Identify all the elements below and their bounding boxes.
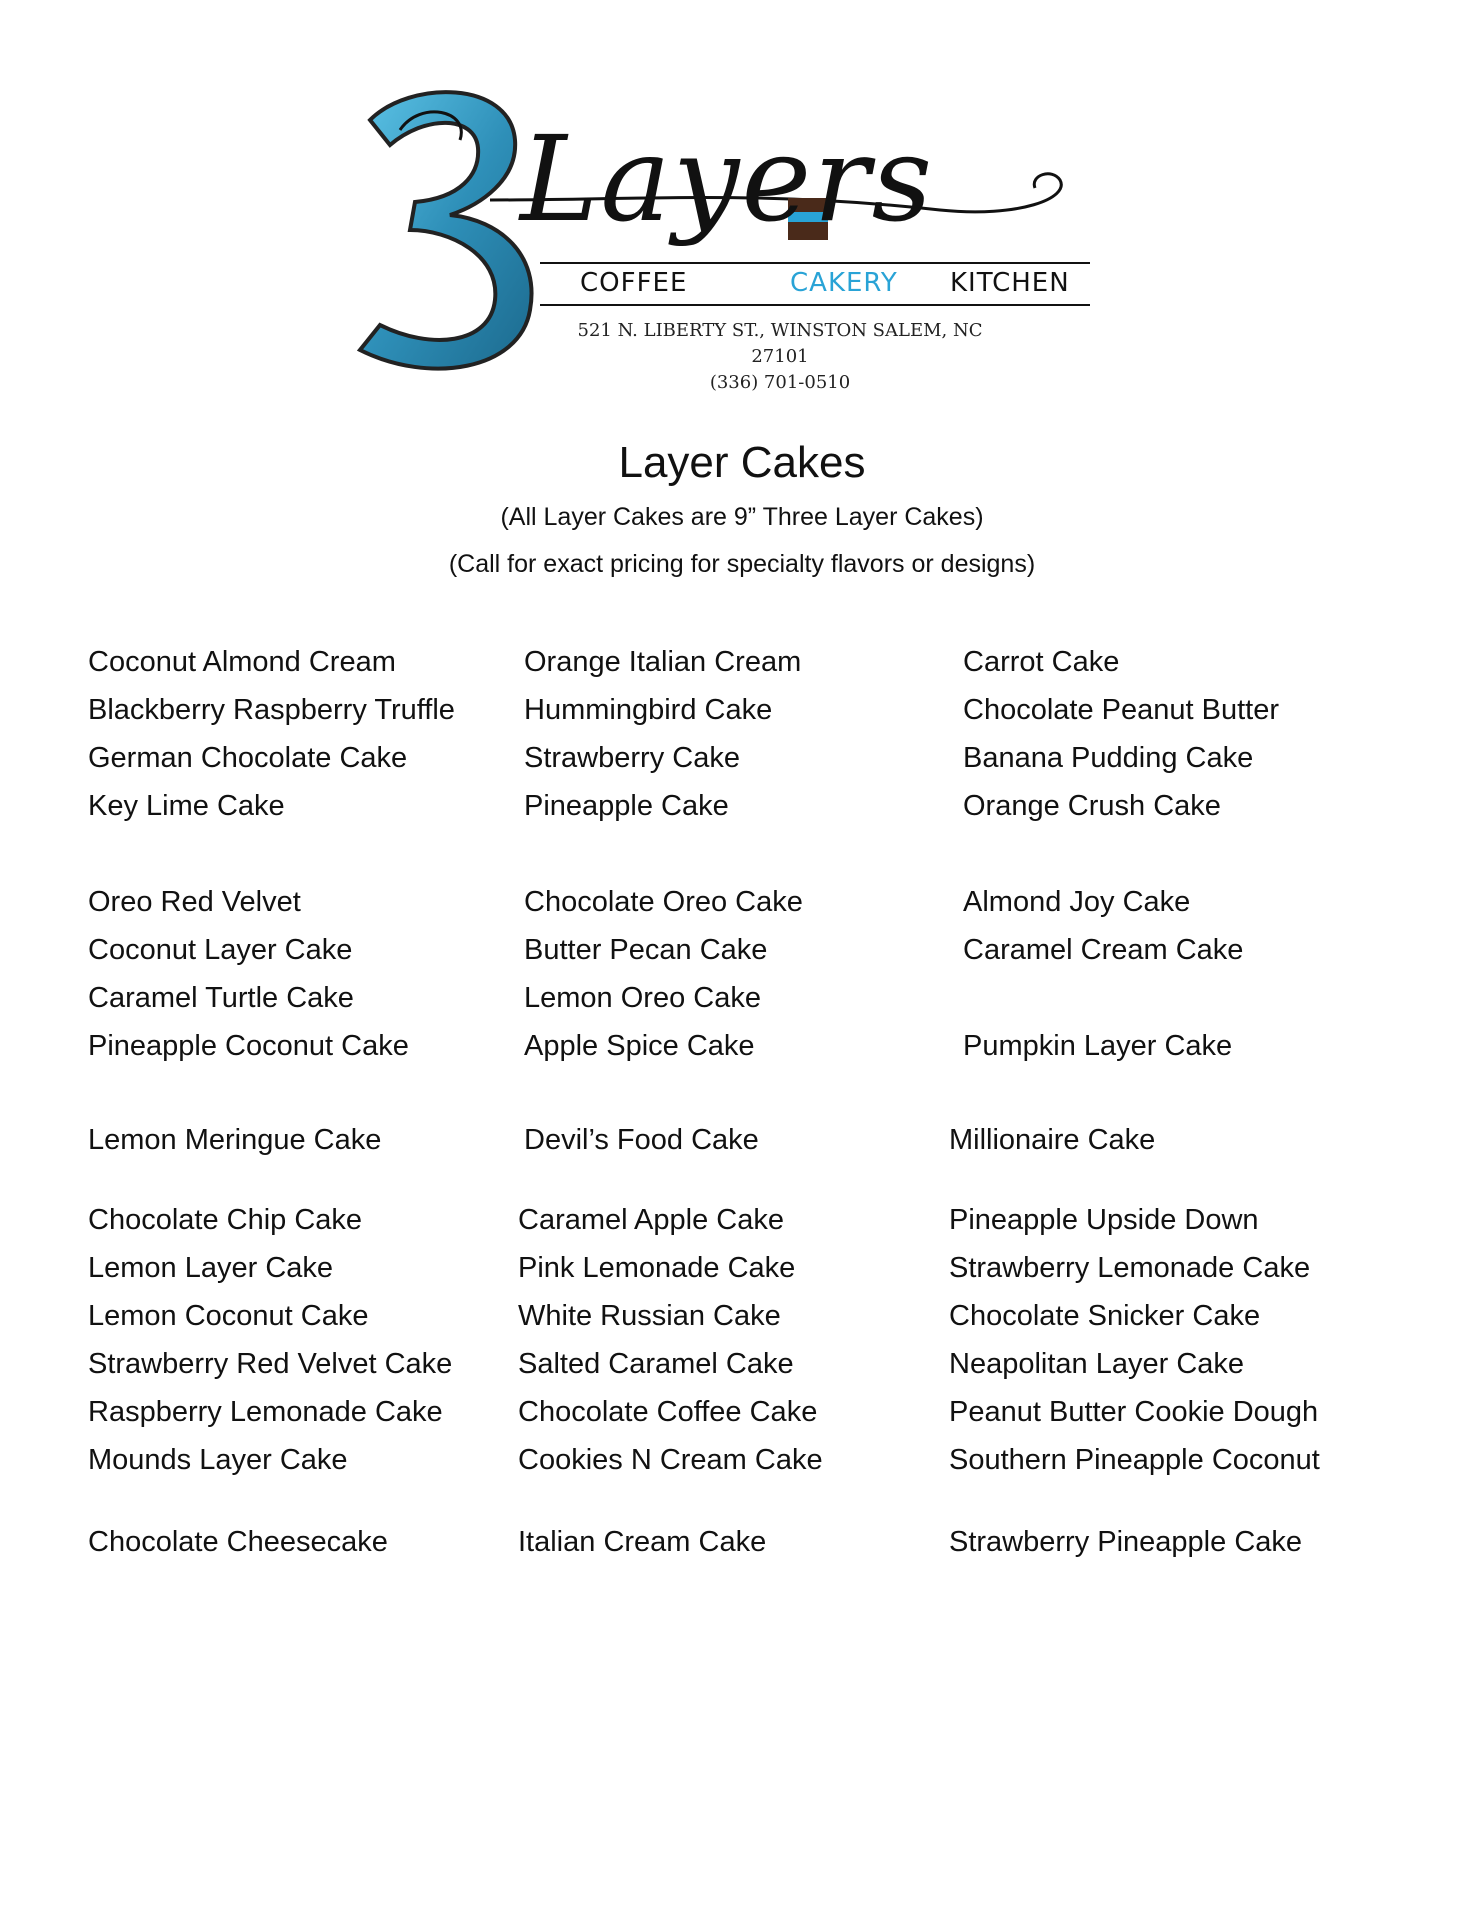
- group2-col1: [88, 878, 409, 1070]
- list-item: Caramel Turtle Cake: [88, 982, 354, 1014]
- list-item: German Chocolate Cake: [88, 742, 408, 774]
- list-item: Strawberry Red Velvet Cake: [88, 1348, 453, 1380]
- list-item: Pineapple Upside Down: [949, 1204, 1259, 1236]
- group5-col3: [949, 1518, 1302, 1566]
- list-item: Caramel Apple Cake: [518, 1204, 784, 1236]
- list-item: Neapolitan Layer Cake: [949, 1348, 1245, 1380]
- phone-line: (336) 701-0510: [709, 372, 851, 393]
- list-item: Blackberry Raspberry Truffle: [88, 694, 455, 726]
- list-item: Pumpkin Layer Cake: [963, 1030, 1233, 1062]
- list-item: Oreo Red Velvet: [88, 886, 301, 918]
- list-item: White Russian Cake: [518, 1300, 781, 1332]
- list-item: Strawberry Pineapple Cake: [949, 1526, 1303, 1558]
- group5-col1: [88, 1518, 388, 1566]
- list-item: Cookies N Cream Cake: [518, 1444, 823, 1476]
- pricing-note: (Call for exact pricing for specialty flavors or designs): [448, 550, 1036, 578]
- list-item: Pink Lemonade Cake: [518, 1252, 796, 1284]
- list-item: Chocolate Peanut Butter: [963, 694, 1279, 726]
- list-item: Peanut Butter Cookie Dough: [949, 1396, 1319, 1428]
- list-item: Italian Cream Cake: [518, 1526, 767, 1558]
- list-item: Chocolate Coffee Cake: [518, 1396, 818, 1428]
- list-item: Chocolate Oreo Cake: [524, 886, 803, 918]
- group1-col2: [524, 638, 801, 830]
- list-item: Orange Italian Cream: [524, 646, 802, 678]
- list-item: Banana Pudding Cake: [963, 742, 1254, 774]
- list-item: Chocolate Chip Cake: [88, 1204, 363, 1236]
- numeral-three-shape: [360, 92, 532, 368]
- list-item: Key Lime Cake: [88, 790, 285, 822]
- list-item: Coconut Almond Cream: [88, 646, 396, 678]
- list-item: Millionaire Cake: [949, 1124, 1156, 1156]
- list-item: Lemon Layer Cake: [88, 1252, 334, 1284]
- list-item: Lemon Coconut Cake: [88, 1300, 369, 1332]
- list-item: Hummingbird Cake: [524, 694, 773, 726]
- group4-col2: [518, 1196, 823, 1484]
- list-item: Mounds Layer Cake: [88, 1444, 348, 1476]
- logo: [340, 80, 1140, 393]
- group2-col2: [524, 878, 803, 1070]
- list-item: Lemon Meringue Cake: [88, 1124, 382, 1156]
- tagline-kitchen: KITCHEN: [950, 268, 1070, 298]
- list-item: Strawberry Cake: [524, 742, 740, 774]
- group1-col3: [963, 638, 1279, 830]
- list-item: Almond Joy Cake: [963, 886, 1191, 918]
- group4-col3: [949, 1196, 1320, 1484]
- list-item: Coconut Layer Cake: [88, 934, 353, 966]
- size-note: (All Layer Cakes are 9” Three Layer Cakes): [500, 503, 984, 531]
- list-item: Salted Caramel Cake: [518, 1348, 794, 1380]
- list-item: Devil’s Food Cake: [524, 1124, 759, 1156]
- list-item: Southern Pineapple Coconut: [949, 1444, 1320, 1476]
- list-item: Pineapple Cake: [524, 790, 729, 822]
- list-item: Strawberry Lemonade Cake: [949, 1252, 1311, 1284]
- group3-col3: [949, 1116, 1155, 1164]
- group3-col1: [88, 1116, 381, 1164]
- tagline-cakery: CAKERY: [790, 268, 898, 298]
- address-line: 521 N. LIBERTY ST., WINSTON SALEM, NC 27101: [577, 320, 983, 367]
- tagline-coffee: COFFEE: [580, 268, 688, 298]
- list-item: Apple Spice Cake: [524, 1030, 755, 1062]
- list-item: Caramel Cream Cake: [963, 934, 1244, 966]
- page-title: Layer Cakes: [618, 438, 866, 487]
- blank-row: [963, 974, 1243, 1022]
- group4-col1: [88, 1196, 452, 1484]
- list-item: Raspberry Lemonade Cake: [88, 1396, 443, 1428]
- group1-col1: [88, 638, 455, 830]
- list-item: Pineapple Coconut Cake: [88, 1030, 409, 1062]
- group3-col2: [524, 1116, 759, 1164]
- group5-col2: [518, 1518, 766, 1566]
- list-item: Butter Pecan Cake: [524, 934, 768, 966]
- list-item: Carrot Cake: [963, 646, 1120, 678]
- list-item: Orange Crush Cake: [963, 790, 1221, 822]
- list-item: Chocolate Cheesecake: [88, 1526, 388, 1558]
- address-block: [550, 318, 1010, 396]
- brand-word: Layers: [520, 110, 935, 248]
- list-item: Chocolate Snicker Cake: [949, 1300, 1261, 1332]
- list-item: Lemon Oreo Cake: [524, 982, 761, 1014]
- group2-col3: [963, 878, 1243, 1070]
